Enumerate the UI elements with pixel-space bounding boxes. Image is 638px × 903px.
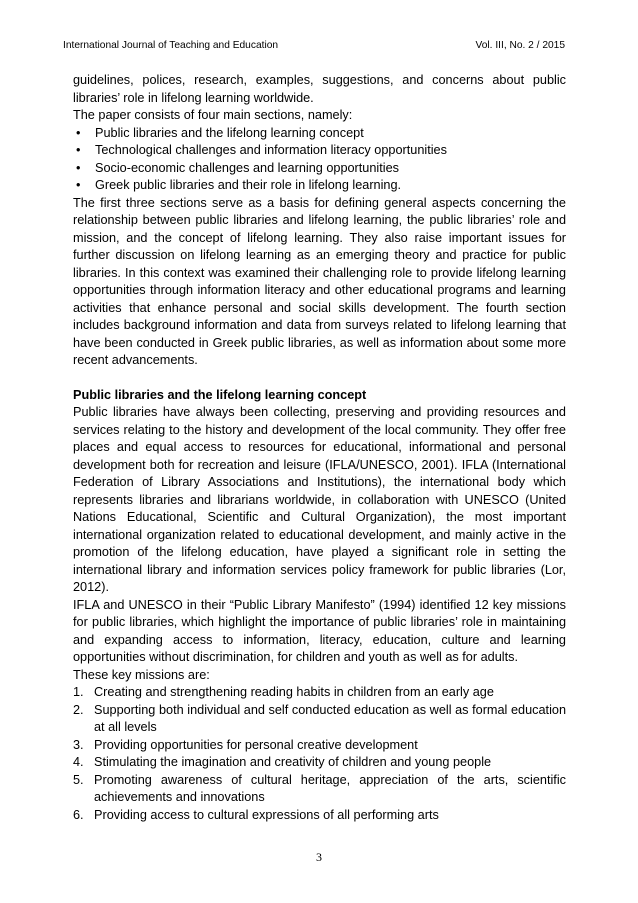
list-number: 3. (73, 737, 84, 752)
missions-list (73, 684, 566, 824)
sections-list (73, 125, 566, 195)
list-item-text: Supporting both individual and self conducted education as well as formal education at all levels (94, 702, 566, 734)
list-item-text: Stimulating the imagination and creativity of children and young people (94, 755, 492, 769)
journal-title: International Journal of Teaching and Education (63, 40, 279, 51)
bullet-icon: • (76, 160, 81, 175)
list-item (73, 177, 566, 195)
intro-paragraph: guidelines, polices, research, examples, suggestions, and concerns about public libraries’ role in lifelong learning worldwide. (73, 73, 566, 105)
section-heading: Public libraries and the lifelong learning concept (73, 387, 367, 402)
list-item (73, 754, 566, 772)
page-number: 3 (316, 850, 322, 864)
list-item-text: Creating and strengthening reading habits in children from an early age (94, 685, 494, 699)
list-item (73, 702, 566, 737)
bullet-icon: • (76, 143, 81, 157)
list-number: 4. (73, 755, 84, 769)
list-item (73, 772, 566, 807)
section-paragraph-1: Public libraries have always been collecting, preserving and providing resources and services relating to the history and development of the local community. They offer free places and equal access to resources for educational, informational and personal development both for recreation and leisure (IFLA/UNESCO, 2001). IFLA (International Federation of Library Associations and Institutions), the international body which represents libraries and librarians worldwide, in collaboration with UNESCO (United Nations Educational, Scientific and Cultural Organization), the most important international organization related to educational development, and mainly active in the promotion of the lifelong education, have played a significant role in setting the international library and information services policy framework for public libraries (Lor, 2012). (73, 405, 566, 594)
list-item-text: Providing opportunities for personal creative development (94, 737, 418, 752)
list-item (73, 125, 566, 143)
body-text (73, 72, 566, 824)
sections-intro: The paper consists of four main sections, namely: (73, 108, 353, 122)
list-number: 2. (73, 702, 84, 717)
list-number: 6. (73, 807, 84, 822)
list-item (73, 807, 566, 825)
list-item (73, 737, 566, 755)
volume-info: Vol. III, No. 2 / 2015 (475, 40, 565, 51)
overview-paragraph: The first three sections serve as a basis for defining general aspects concerning the relationship between public libraries and lifelong learning, the public libraries’ role and mission, and the concept of lifelong learning. They also raise important issues for further discussion on lifelong learning as an emerging theory and practice for public libraries. In this context was examined their challenging role to provide lifelong learning opportunities through information literacy and other educational programs and learning activities that enhance personal and social skills development. The fourth section includes background information and data from surveys related to lifelong learning that have been conducted in Greek public libraries, as well as information about some more recent advancements. (73, 195, 566, 367)
list-item (73, 142, 566, 160)
list-number: 5. (73, 772, 84, 787)
running-header (60, 40, 565, 54)
missions-intro: These key missions are: (73, 667, 210, 682)
list-item-text: Technological challenges and information literacy opportunities (95, 143, 447, 157)
bullet-icon: • (76, 178, 81, 192)
list-item-text: Promoting awareness of cultural heritage, appreciation of the arts, scientific achievements and innovations (94, 772, 566, 804)
list-item (73, 160, 566, 178)
list-item-text: Providing access to cultural expressions of all performing arts (94, 807, 439, 822)
bullet-icon: • (76, 125, 81, 140)
list-item (73, 684, 566, 702)
list-item-text: Socio-economic challenges and learning opportunities (95, 160, 399, 175)
list-number: 1. (73, 685, 84, 699)
list-item-text: Public libraries and the lifelong learning concept (95, 125, 364, 140)
section-paragraph-2: IFLA and UNESCO in their “Public Library Manifesto” (1994) identified 12 key missions for public libraries, which highlight the importance of public libraries’ role in maintaining and expanding access to information, literacy, education, culture and learning opportunities without discrimination, for children and youth as well as for adults. (73, 597, 566, 664)
list-item-text: Greek public libraries and their role in lifelong learning. (95, 178, 402, 192)
